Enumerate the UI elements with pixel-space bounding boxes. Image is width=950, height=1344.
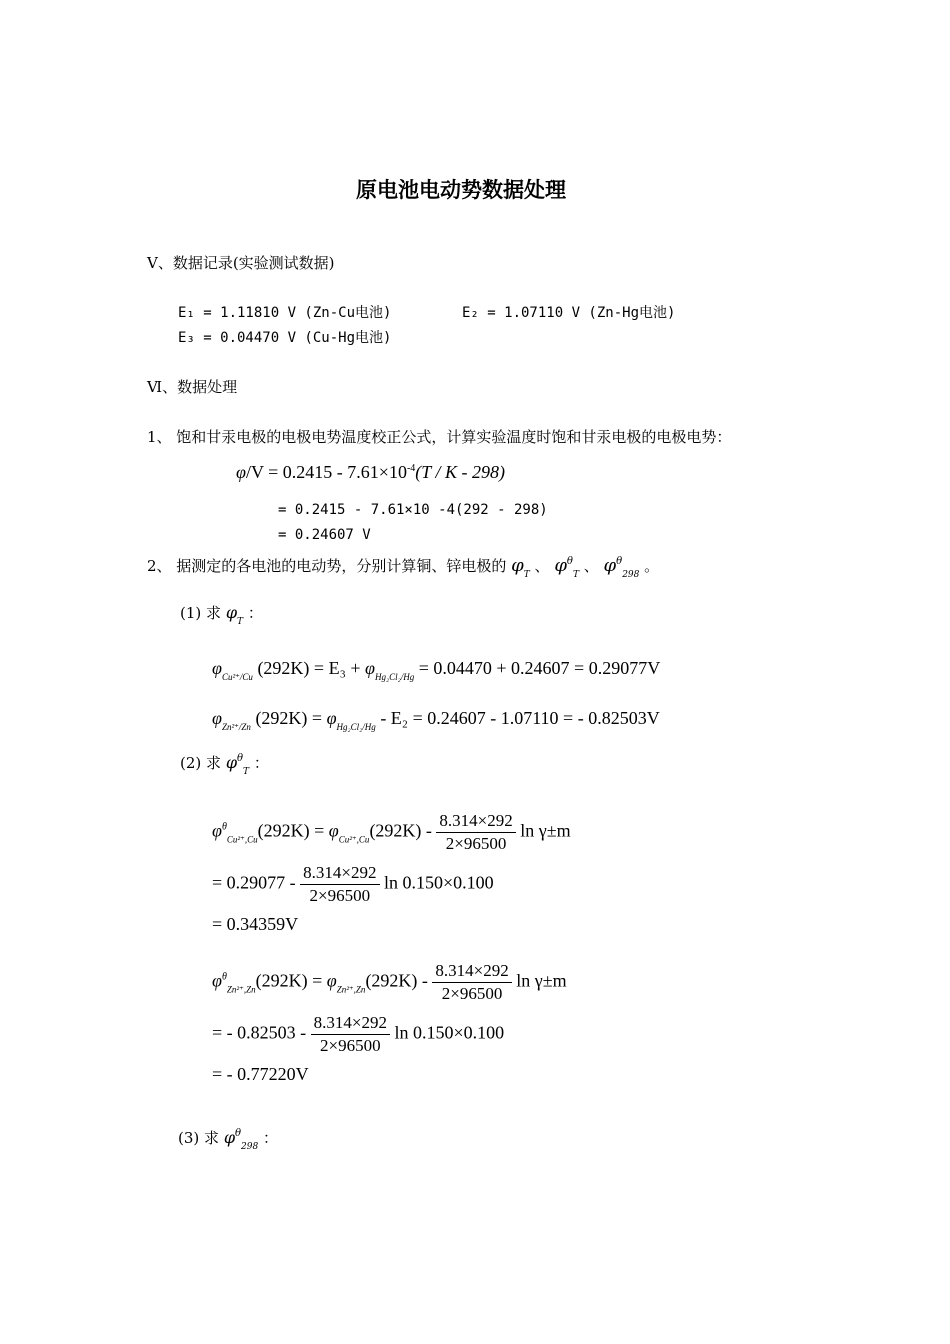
eq-zn-potential: $\varphi_{Zn^{2+}/Zn}$ $(292K) = \varphi_{Hg_2Cl_2/Hg} - E_2 = 0.24607 - 1.07110$ = - 0.82503V — [212, 708, 660, 732]
page-title: 原电池电动势数据处理 — [356, 178, 566, 202]
section-5-heading: Ⅴ、数据记录(实验测试数据) — [147, 254, 335, 272]
fraction: $\frac{8.314\times 292}{2\times 96500}$ — [432, 960, 511, 1005]
emf-e1: E₁ = 1.11810 V (Zn-Cu电池) — [178, 305, 392, 321]
eq-zn-standard-1: $\varphi^\theta_{Zn^{2+},Zn}(292K) = \varphi_{Zn^{2+},Zn}(292K)$ - $\frac{8.314\times 292}{2\times 96500}$ ln γ±m — [212, 961, 567, 1003]
item-2-text: 2、 据测定的各电池的电动势，分别计算铜、锌电极的 $\varphi_T$ 、 $\varphi^\theta_T$ 、 $\varphi^\theta_{298}$ 。 — [147, 555, 660, 580]
eq-cu-potential: $\varphi_{Cu^{2+}/Cu}$ $(292K) = E_3 + \varphi_{Hg_2Cl_2/Hg} = 0.04470 + 0.24607 = 0.29077V$ — [212, 658, 661, 682]
sub-3-label: (3) 求 $\varphi^\theta_{298}$ ： — [178, 1128, 279, 1152]
section-6-heading: Ⅵ、数据处理 — [147, 378, 238, 396]
eq-zn-standard-result: = - 0.77220V — [212, 1064, 309, 1084]
calomel-step-1: = 0.2415 - 7.61×10 -4(292 - 298) — [278, 502, 548, 518]
eq-zn-standard-2: = - 0.82503 - $\frac{8.314\times 292}{2\times 96500}$ ln 0.150×0.100 — [212, 1013, 505, 1055]
sub-2-label: (2) 求 $\varphi^\theta_T$ ： — [180, 753, 269, 777]
emf-e2: E₂ = 1.07110 V (Zn-Hg电池) — [462, 305, 676, 321]
calomel-formula: $\varphi/V = 0.2415 - 7.61\times 10^{-4}(T / K - 298)$ — [236, 462, 505, 482]
fraction: $\frac{8.314\times 292}{2\times 96500}$ — [300, 862, 379, 907]
item-1-text: 1、 饱和甘汞电极的电极电势温度校正公式，计算实验温度时饱和甘汞电极的电极电势： — [147, 428, 732, 446]
phi-symbol: φ — [236, 462, 246, 482]
eq-cu-standard-2: = 0.29077 - $\frac{8.314\times 292}{2\times 96500}$ ln 0.150×0.100 — [212, 863, 494, 905]
fraction: $\frac{8.314\times 292}{2\times 96500}$ — [311, 1012, 390, 1057]
sub-1-label: (1) 求 $\varphi_T$ ： — [180, 603, 263, 627]
fraction: $\frac{8.314\times 292}{2\times 96500}$ — [436, 810, 515, 855]
emf-e3: E₃ = 0.04470 V (Cu-Hg电池) — [178, 330, 392, 346]
eq-cu-standard-1: $\varphi^\theta_{Cu^{2+},Cu}(292K) = \varphi_{Cu^{2+},Cu}(292K)$ - $\frac{8.314\times 292}{2\times 96500}$ ln γ±m — [212, 811, 571, 853]
calomel-step-2: = 0.24607 V — [278, 527, 371, 543]
eq-cu-standard-result: = 0.34359V — [212, 914, 299, 934]
